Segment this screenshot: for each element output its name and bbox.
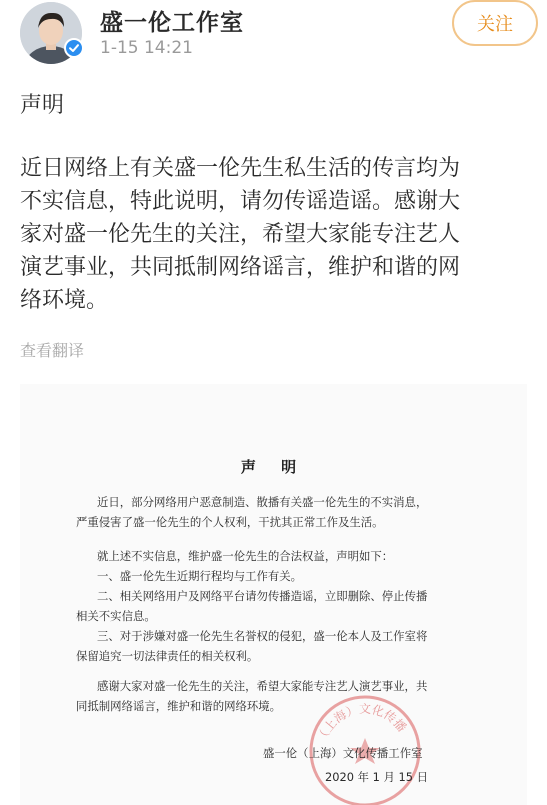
statement-line: 严重侵害了盛一伦先生的个人权利，干扰其正常工作及生活。 [76, 515, 384, 529]
statement-line: 三、对于涉嫌对盛一伦先生名誉权的侵犯，盛一伦本人及工作室将 [97, 629, 428, 643]
statement-line: 相关不实信息。 [76, 609, 156, 623]
follow-button[interactable]: 关注 [452, 0, 538, 46]
statement-title: 声 明 [240, 458, 307, 476]
statement-line: 就上述不实信息，维护盛一伦先生的合法权益，声明如下： [97, 549, 394, 563]
post-body-line: 家对盛一伦先生的关注，希望大家能专注艺人 [20, 222, 461, 247]
post-body [20, 152, 540, 317]
svg-text:（上海）文化传播: （上海）文化传播 [314, 702, 409, 745]
statement-line: 感谢大家对盛一伦先生的关注，希望大家能专注艺人演艺事业，共 [97, 679, 428, 693]
statement-line: 近日，部分网络用户恶意制造、散播有关盛一伦先生的不实消息， [97, 495, 428, 509]
statement-line: 保留追究一切法律责任的相关权利。 [76, 649, 259, 663]
post-body-line: 络环境。 [20, 288, 109, 313]
post-body-line: 演艺事业，共同抵制网络谣言，维护和谐的网 [20, 255, 461, 280]
verified-check-icon [64, 38, 84, 58]
statement-line: 同抵制网络谣言，维护和谐的网络环境。 [76, 699, 282, 713]
statement-image[interactable] [20, 384, 527, 805]
post-body-line: 近日网络上有关盛一伦先生私生活的传言均为 [20, 156, 461, 181]
post-title: 声明 [20, 93, 65, 118]
post-body-line: 不实信息，特此说明，请勿传谣造谣。感谢大 [20, 189, 461, 214]
translate-link[interactable]: 查看翻译 [20, 341, 85, 360]
statement-date: 2020 年 1 月 15 日 [325, 770, 429, 784]
statement-signature: 盛一伦（上海）文化传播工作室 [263, 746, 423, 760]
post-timestamp: 1-15 14:21 [100, 38, 193, 58]
statement-line: 二、相关网络用户及网络平台请勿传播造谣，立即删除、停止传播 [97, 589, 428, 603]
author-name[interactable]: 盛一伦工作室 [100, 10, 244, 36]
statement-line: 一、盛一伦先生近期行程均与工作有关。 [97, 569, 303, 583]
